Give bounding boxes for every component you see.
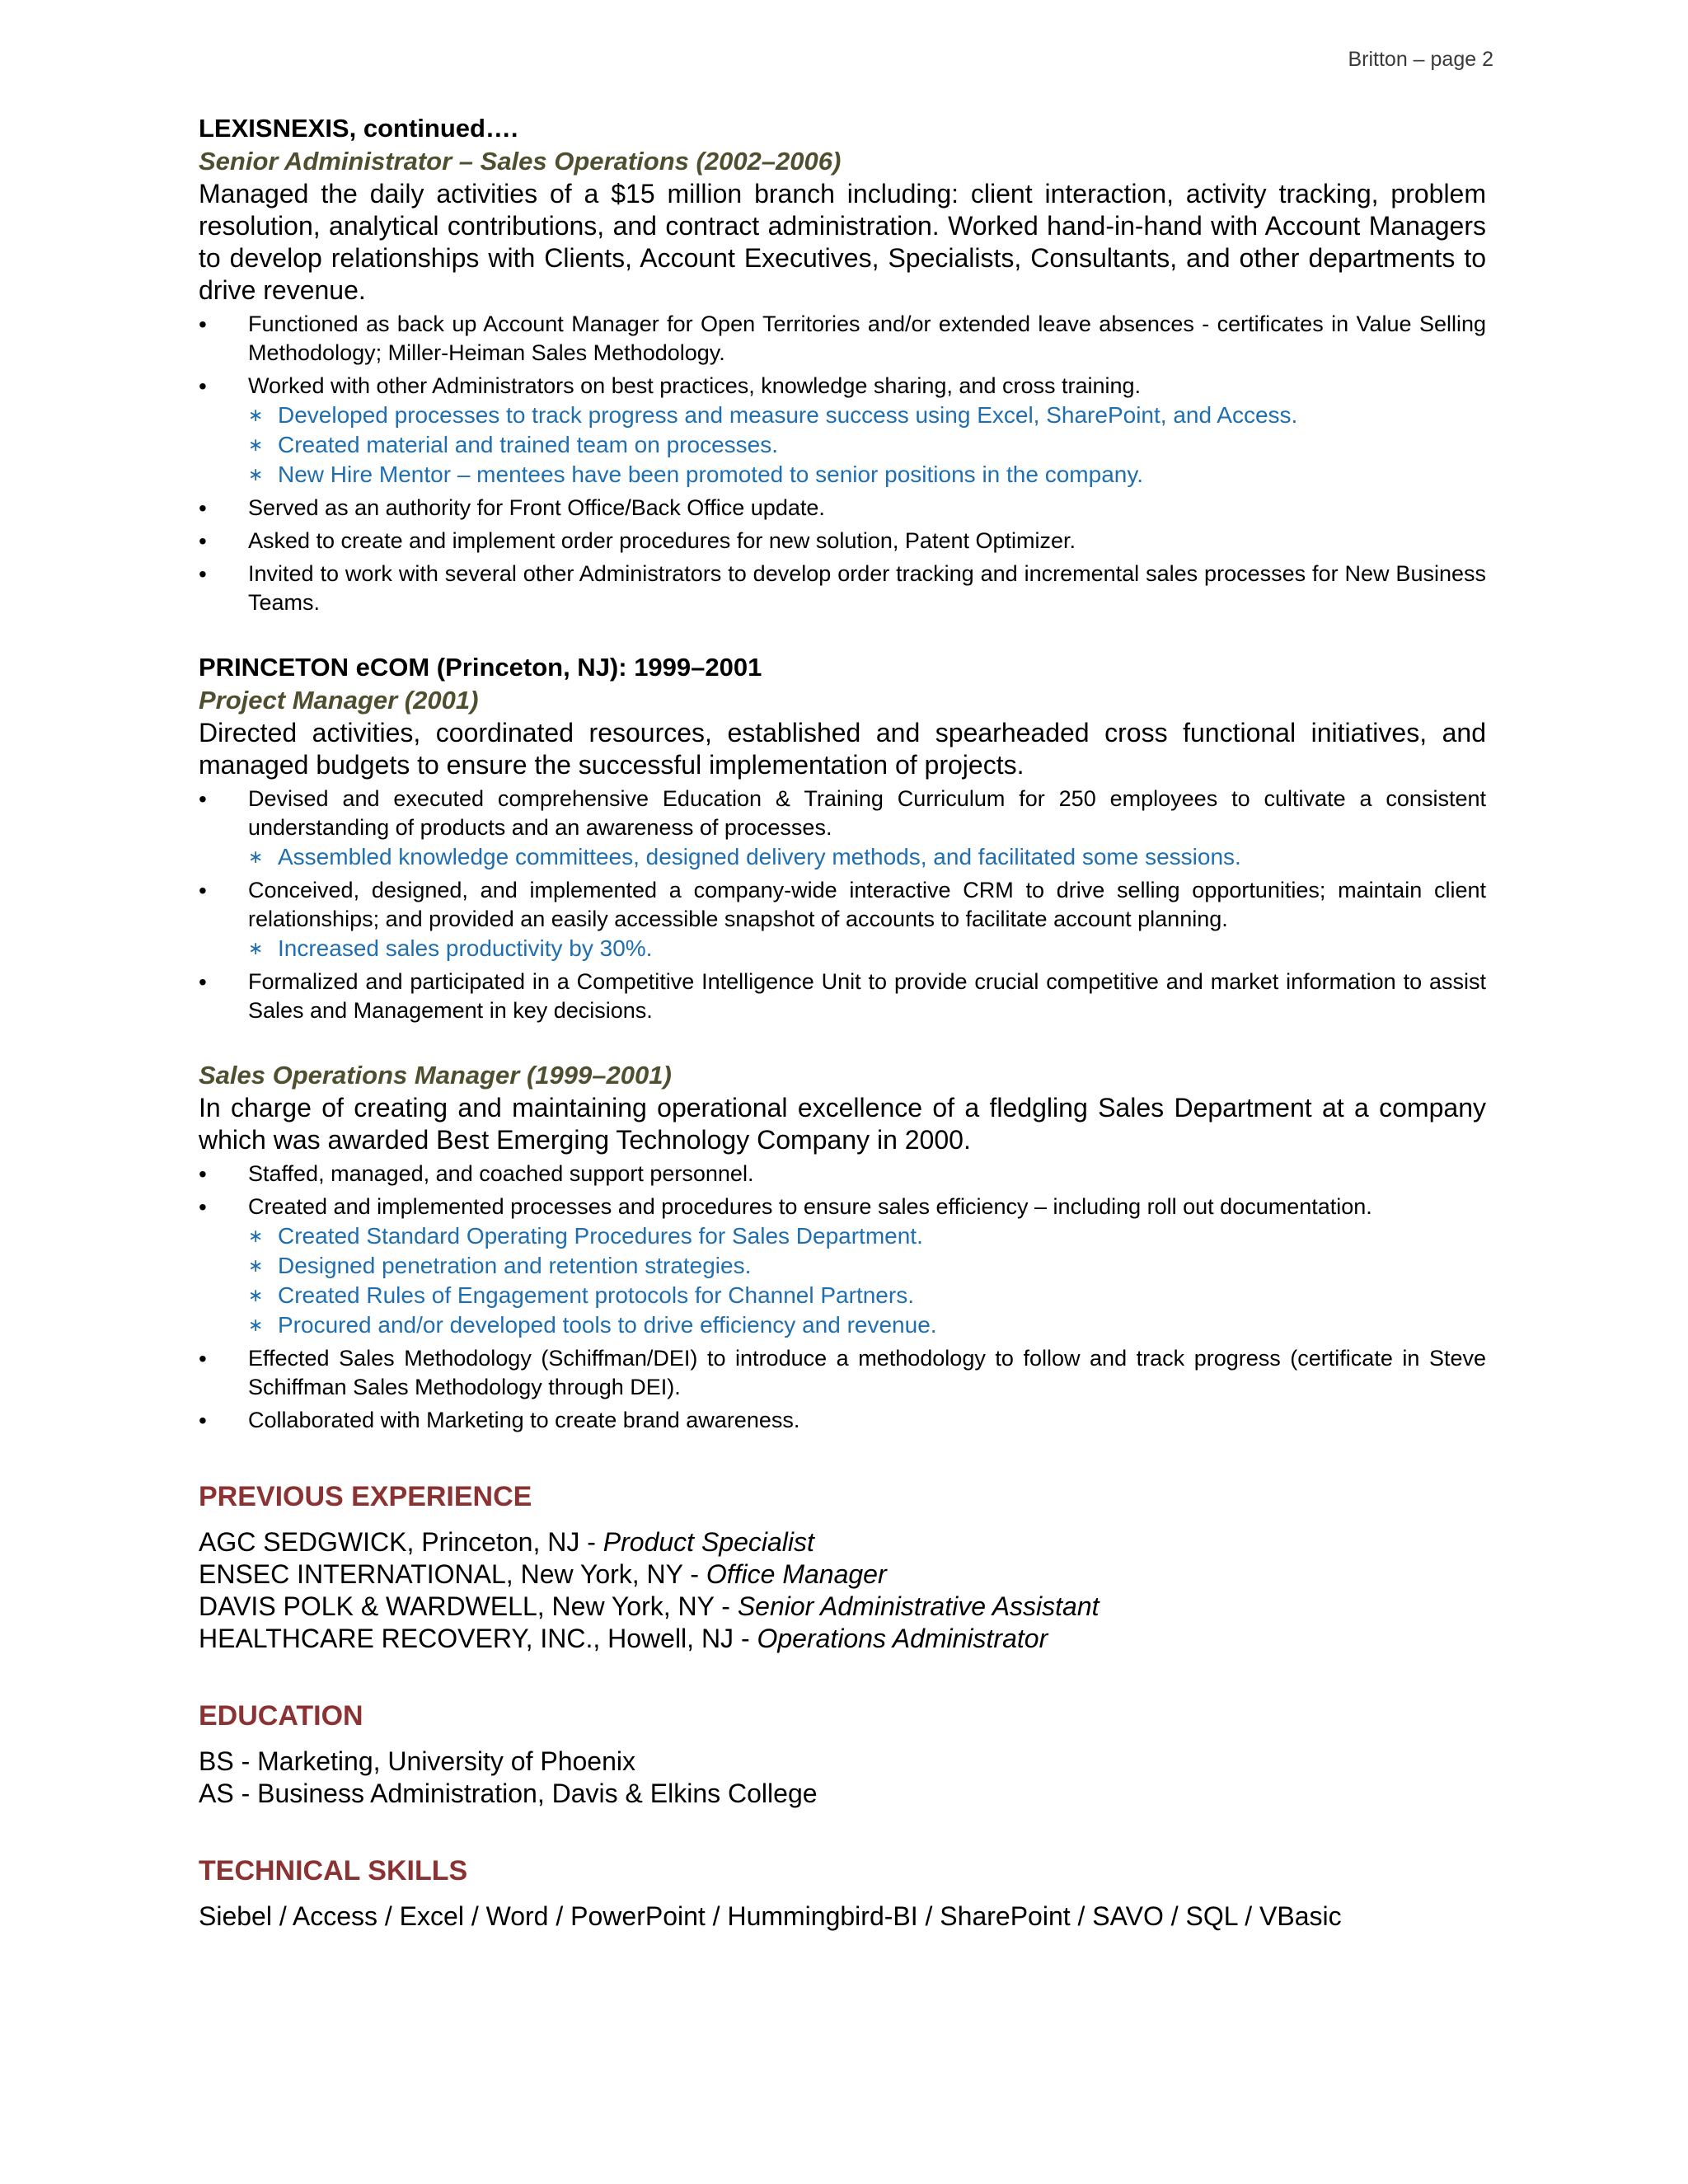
bullet-list <box>199 310 1486 617</box>
previous-experience-list <box>199 1526 1486 1655</box>
sub-item: ∗ Created Standard Operating Procedures for Sales Department. <box>248 1221 1486 1251</box>
list-item <box>199 876 1486 963</box>
role-summary: In charge of creating and maintaining operational excellence of a fledgling Sales Department at a company which was awarded Best Emerging Technology Company in 2000. <box>199 1093 1486 1155</box>
list-item: • Formalized and participated in a Competitive Intelligence Unit to provide crucial competitive and market information to assist Sales and Management in key decisions. <box>199 968 1486 1025</box>
sub-list <box>248 401 1486 490</box>
sub-list <box>248 842 1486 872</box>
list-item: • Asked to create and implement order procedures for new solution, Patent Optimizer. <box>199 527 1486 555</box>
experience-org: ENSEC INTERNATIONAL, New York, NY - <box>199 1559 706 1589</box>
education-line: AS - Business Administration, Davis & Elkins College <box>199 1779 818 1808</box>
role-heading: Senior Administrator – Sales Operations (2002–2006) <box>199 147 842 176</box>
sub-item: ∗ Created Rules of Engagement protocols for Channel Partners. <box>248 1281 1486 1310</box>
experience-org: DAVIS POLK & WARDWELL, New York, NY - <box>199 1591 738 1621</box>
skills-line: Siebel / Access / Excel / Word / PowerPoint / Hummingbird-BI / SharePoint / SAVO / SQL / VBasic <box>199 1901 1342 1931</box>
experience-org: AGC SEDGWICK, Princeton, NJ - <box>199 1527 603 1557</box>
list-item: • Invited to work with several other Administrators to develop order tracking and incremental sales processes for New Business Teams. <box>199 560 1486 617</box>
role-heading: Sales Operations Manager (1999–2001) <box>199 1061 672 1090</box>
list-item-text: Conceived, designed, and implemented a company-wide interactive CRM to drive selling opportunities; maintain client relationships; and provided an easily accessible snapshot of accounts to facilitate account planning. <box>248 878 1486 931</box>
list-item-text: Created and implemented processes and procedures to ensure sales efficiency – including roll out documentation. <box>248 1194 1372 1219</box>
sub-list <box>248 1221 1486 1340</box>
experience-line <box>199 1558 1486 1591</box>
list-item <box>199 372 1486 490</box>
sub-item: ∗ New Hire Mentor – mentees have been promoted to senior positions in the company. <box>248 460 1486 490</box>
bullet-list <box>199 785 1486 1025</box>
page-header: Britton – page 2 <box>1348 48 1493 71</box>
bullet-list <box>199 1160 1486 1435</box>
section-title-education: EDUCATION <box>199 1700 363 1732</box>
sub-item: ∗ Assembled knowledge committees, designed delivery methods, and facilitated some sessions. <box>248 842 1486 872</box>
education-list <box>199 1746 1486 1810</box>
experience-title: Senior Administrative Assistant <box>737 1591 1100 1621</box>
experience-title: Product Specialist <box>603 1527 814 1557</box>
sub-item: ∗ Designed penetration and retention strategies. <box>248 1251 1486 1281</box>
role-heading: Project Manager (2001) <box>199 686 479 715</box>
experience-title: Operations Administrator <box>757 1624 1048 1653</box>
section-title-previous-experience: PREVIOUS EXPERIENCE <box>199 1481 532 1512</box>
list-item <box>199 785 1486 872</box>
experience-org: HEALTHCARE RECOVERY, INC., Howell, NJ - <box>199 1624 757 1653</box>
sub-item: ∗ Increased sales productivity by 30%. <box>248 934 1486 963</box>
list-item: • Collaborated with Marketing to create brand awareness. <box>199 1406 1486 1435</box>
list-item-text: Worked with other Administrators on best practices, knowledge sharing, and cross training. <box>248 373 1142 398</box>
experience-line <box>199 1623 1486 1655</box>
sub-item: ∗ Developed processes to track progress and measure success using Excel, SharePoint, and Access. <box>248 401 1486 430</box>
education-line: BS - Marketing, University of Phoenix <box>199 1746 635 1776</box>
experience-line <box>199 1526 1486 1558</box>
sub-list <box>248 934 1486 963</box>
role-summary: Directed activities, coordinated resources, established and spearheaded cross functional initiatives, and managed budgets to ensure the successful implementation of projects. <box>199 718 1486 780</box>
list-item-text: Devised and executed comprehensive Education & Training Curriculum for 250 employees to cultivate a consistent understanding of products and an awareness of processes. <box>248 786 1486 840</box>
list-item: • Served as an authority for Front Office/Back Office update. <box>199 494 1486 523</box>
section-title-technical-skills: TECHNICAL SKILLS <box>199 1855 468 1886</box>
list-item <box>199 1193 1486 1340</box>
list-item: • Effected Sales Methodology (Schiffman/DEI) to introduce a methodology to follow and track progress (certificate in Steve Schiffman Sales Methodology through DEI). <box>199 1344 1486 1402</box>
resume-content <box>199 112 1486 1933</box>
company-heading: PRINCETON eCOM (Princeton, NJ): 1999–2001 <box>199 653 762 682</box>
experience-line <box>199 1591 1486 1623</box>
role-summary: Managed the daily activities of a $15 million branch including: client interaction, activity tracking, problem resolution, analytical contributions, and contract administration. Worked hand-in-hand with Account Managers to develop relationships with Clients, Account Executives, Specialists, Consultants, and other departments to drive revenue. <box>199 179 1486 305</box>
sub-item: ∗ Procured and/or developed tools to drive efficiency and revenue. <box>248 1310 1486 1340</box>
experience-title: Office Manager <box>706 1559 887 1589</box>
list-item: • Functioned as back up Account Manager for Open Territories and/or extended leave absences - certificates in Value Selling Methodology; Miller-Heiman Sales Methodology. <box>199 310 1486 368</box>
sub-item: ∗ Created material and trained team on processes. <box>248 430 1486 460</box>
company-heading: LEXISNEXIS, continued…. <box>199 114 518 143</box>
list-item: • Staffed, managed, and coached support personnel. <box>199 1160 1486 1188</box>
